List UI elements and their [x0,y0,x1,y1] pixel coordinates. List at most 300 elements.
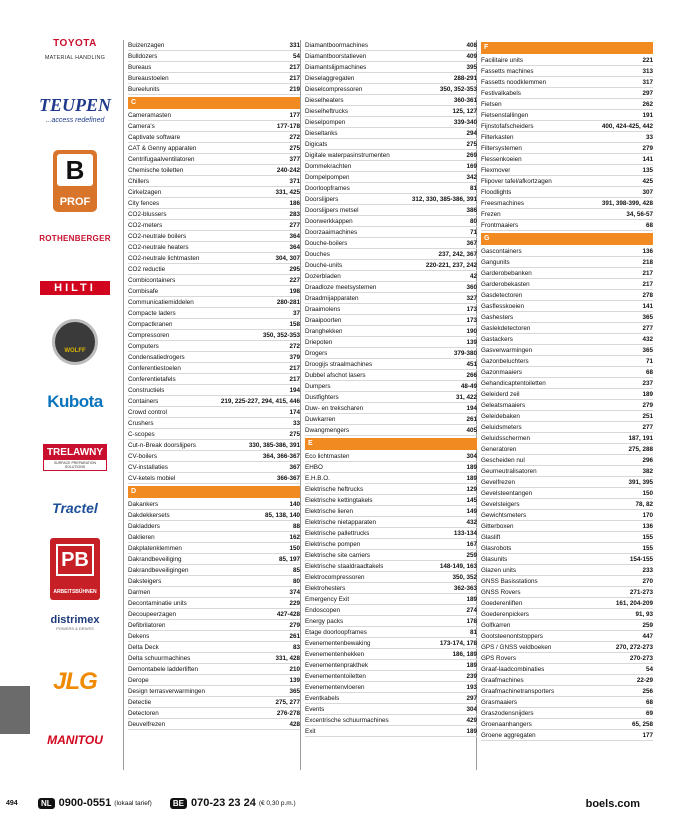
index-entry-term: Daksteigers [128,578,162,585]
index-entry-term: Dustfighters [305,394,339,401]
index-entry-term: Fassetts noodklemmen [481,79,547,86]
index-entry[interactable] [305,359,477,370]
kubota-logo-name: Kubota [47,392,103,411]
index-entry[interactable] [305,337,477,348]
index-entry-pages: 178 [466,618,477,625]
index-entry[interactable] [128,297,300,308]
index-entry[interactable] [305,260,477,271]
index-entry-pages: 150 [289,545,300,552]
index-entry[interactable] [305,62,477,73]
index-entry-term: CO2-meters [128,222,163,229]
index-entry[interactable] [305,381,477,392]
index-entry[interactable] [128,374,300,385]
index-entry[interactable] [481,121,653,132]
index-entry[interactable] [128,576,300,587]
index-entry[interactable] [128,209,300,220]
index-entry-pages: 233 [642,567,653,574]
index-entry[interactable] [481,697,653,708]
index-entry[interactable] [481,686,653,697]
index-entry[interactable] [481,154,653,165]
index-entry-pages: 186 [289,200,300,207]
index-entry-term: Goederenpickers [481,611,529,618]
index-entry-term: C-scopes [128,431,155,438]
index-entry[interactable] [128,499,300,510]
phone-note-nl: (lokaal tarief) [114,799,152,807]
phone-number-be: 070-23 23 24 [190,797,256,809]
index-entry[interactable] [305,414,477,425]
index-entry[interactable] [481,708,653,719]
index-entry-term: Compactkranen [128,321,173,328]
index-entry[interactable] [128,275,300,286]
index-entry[interactable] [305,539,477,550]
index-entry-pages: 170 [642,512,653,519]
index-entry-term: Emergency Exit [305,596,350,603]
index-entry[interactable] [128,286,300,297]
bprof-logo-letter: B [57,154,93,186]
index-entry[interactable] [481,554,653,565]
index-entry-pages: 135 [642,167,653,174]
index-entry[interactable] [481,620,653,631]
index-entry-pages: 237, 242, 367 [438,251,477,258]
index-entry-term: Gescheiden nul [481,457,525,464]
index-entry[interactable] [481,521,653,532]
index-entry[interactable] [128,462,300,473]
index-entry-pages: 81 [469,185,477,192]
index-entry-term: Diamantboormachines [305,42,368,49]
index-entry[interactable] [481,444,653,455]
index-entry[interactable] [305,462,477,473]
toyota-logo [36,38,114,61]
index-entry[interactable] [305,660,477,671]
index-entry[interactable] [305,95,477,106]
index-entry[interactable] [305,506,477,517]
index-entry-pages: 33 [292,420,300,427]
index-entry-term: Flexmover [481,167,511,174]
index-entry[interactable] [128,686,300,697]
index-entry[interactable] [305,473,477,484]
index-entry[interactable] [305,150,477,161]
website-link[interactable]: boels.com [585,798,640,810]
index-entry[interactable] [481,209,653,220]
index-entry[interactable] [481,257,653,268]
index-entry-term: Containers [128,398,159,405]
index-entry[interactable] [128,440,300,451]
index-entry-term: Events [305,706,325,713]
index-entry-pages: 317 [642,79,653,86]
index-entry[interactable] [305,715,477,726]
index-entry-pages: 186, 189 [452,651,477,658]
index-entry[interactable] [305,594,477,605]
index-entry-pages: 145 [466,497,477,504]
index-entry-term: Centrifugaalventilatoren [128,156,195,163]
index-entry[interactable] [481,220,653,231]
index-entry-pages: 365 [642,347,653,354]
index-entry[interactable] [128,154,300,165]
index-entry[interactable] [481,510,653,521]
index-entry-term: Bureelunits [128,86,160,93]
index-entry[interactable] [128,110,300,121]
index-entry-pages: 274 [466,607,477,614]
index-entry-pages: 304, 307 [275,255,300,262]
index-entry[interactable] [481,176,653,187]
index-entry[interactable] [481,642,653,653]
index-entry-term: Compressoren [128,332,170,339]
index-entry[interactable] [481,488,653,499]
index-entry[interactable] [305,227,477,238]
index-entry[interactable] [481,543,653,554]
index-entry-pages: 360-361 [453,97,477,104]
index-entry[interactable] [128,62,300,73]
index-entry-pages: 68 [645,699,653,706]
index-entry-pages: 81 [469,629,477,636]
index-entry[interactable] [305,73,477,84]
index-entry[interactable] [128,642,300,653]
index-entry[interactable] [481,477,653,488]
index-entry[interactable] [481,422,653,433]
index-entry-term: Dumpers [305,383,331,390]
index-entry[interactable] [128,532,300,543]
index-entry-term: Digitale waterpasinstrumenten [305,152,390,159]
index-entry-term: Delta Deck [128,644,159,651]
index-entry[interactable] [305,40,477,51]
index-entry[interactable] [305,161,477,172]
index-entry[interactable] [128,543,300,554]
index-entry[interactable] [128,396,300,407]
index-entry-term: Garderobebanken [481,270,532,277]
rothenberger-logo [36,234,114,243]
index-entry-pages: 141 [642,156,653,163]
index-entry[interactable] [305,484,477,495]
index-entry[interactable] [128,84,300,95]
index-entry[interactable] [128,143,300,154]
index-entry[interactable] [481,323,653,334]
index-entry[interactable] [128,664,300,675]
index-entry[interactable] [305,726,477,737]
index-entry[interactable] [481,312,653,323]
index-entry[interactable] [481,55,653,66]
index-entry[interactable] [481,730,653,741]
index-entry-pages: 391, 398-399, 428 [601,200,653,207]
index-entry-pages: 429 [466,717,477,724]
index-entry-pages: 275 [466,141,477,148]
index-entry[interactable] [305,271,477,282]
index-entry-term: Combicontainers [128,277,176,284]
index-entry[interactable] [481,400,653,411]
index-entry-pages: 409 [466,53,477,60]
index-entry-pages: 395 [466,64,477,71]
index-entry-term: Gasflesskoeien [481,303,525,310]
index-entry[interactable] [305,517,477,528]
index-entry-term: Detectoren [128,710,159,717]
index-entry[interactable] [305,704,477,715]
index-entry[interactable] [481,565,653,576]
index-entry-pages: 364, 366-367 [262,453,300,460]
index-entry[interactable] [305,51,477,62]
index-entry-term: Gazonmaaiers [481,369,522,376]
index-entry[interactable] [305,403,477,414]
index-entry-term: Captivate software [128,134,181,141]
index-entry[interactable] [305,616,477,627]
index-entry[interactable] [305,649,477,660]
index-entry-pages: 379-380 [453,350,477,357]
index-entry[interactable] [481,675,653,686]
index-entry[interactable] [481,653,653,664]
index-entry[interactable] [128,719,300,730]
index-entry-pages: 139 [289,677,300,684]
index-entry[interactable] [128,565,300,576]
index-entry-pages: 400, 424-425, 442 [601,123,653,130]
index-entry[interactable] [481,132,653,143]
index-entry[interactable] [128,473,300,484]
index-entry-term: Fijnstofafscheiders [481,123,534,130]
index-entry-term: Dakladders [128,523,160,530]
index-entry[interactable] [305,194,477,205]
index-entry-pages: 154-155 [629,556,653,563]
index-entry-term: Dakrandbeveiligingen [128,567,189,574]
index-entry[interactable] [305,495,477,506]
index-entry[interactable] [128,132,300,143]
index-entry[interactable] [128,51,300,62]
index-entry-term: Geleidebaken [481,413,520,420]
index-entry-pages: 193 [466,684,477,691]
index-entry-pages: 379 [289,354,300,361]
index-entry[interactable] [481,345,653,356]
index-entry[interactable] [128,242,300,253]
index-entry[interactable] [305,550,477,561]
index-entry[interactable] [481,110,653,121]
index-entry-term: Derope [128,677,149,684]
index-entry-pages: 80 [292,578,300,585]
index-entry[interactable] [128,429,300,440]
index-entry[interactable] [128,451,300,462]
index-entry-term: Draadloze meetsystemen [305,284,377,291]
index-entry[interactable] [305,583,477,594]
index-entry[interactable] [305,572,477,583]
index-entry-pages: 189 [466,596,477,603]
index-entry[interactable] [128,319,300,330]
index-entry-pages: 371 [289,178,300,185]
index-entry[interactable] [305,183,477,194]
index-entry-term: GPS Rovers [481,655,516,662]
index-entry-term: Facilitaire units [481,57,523,64]
index-entry[interactable] [128,187,300,198]
index-entry[interactable] [305,84,477,95]
index-entry-pages: 88 [292,523,300,530]
index-entry[interactable] [305,682,477,693]
index-entry[interactable] [128,198,300,209]
index-entry[interactable] [481,532,653,543]
index-entry[interactable] [305,392,477,403]
index-entry[interactable] [128,609,300,620]
index-entry-term: Evenementenprakthek [305,662,369,669]
index-entry[interactable] [305,638,477,649]
index-entry-pages: 279 [289,622,300,629]
index-entry-term: Deuvelfrezen [128,721,166,728]
index-entry-pages: 278 [642,292,653,299]
index-entry-term: Dakplatenklemmen [128,545,182,552]
index-entry[interactable] [305,249,477,260]
index-entry[interactable] [128,253,300,264]
index-entry[interactable] [481,334,653,345]
index-entry[interactable] [481,165,653,176]
index-entry[interactable] [305,693,477,704]
index-entry-pages: 149 [466,508,477,515]
index-entry-pages: 37 [292,310,300,317]
index-entry[interactable] [481,664,653,675]
index-entry-pages: 54 [292,53,300,60]
index-entry[interactable] [128,554,300,565]
index-entry[interactable] [128,220,300,231]
index-entry[interactable] [481,367,653,378]
index-entry[interactable] [128,620,300,631]
index-entry-term: Elektrische staaldraadtakels [305,563,384,570]
index-entry[interactable] [481,411,653,422]
index-entry[interactable] [305,370,477,381]
index-entry-pages: 427-428 [276,611,300,618]
index-entry-pages: 365 [289,688,300,695]
index-entry-term: Digicats [305,141,328,148]
index-entry-term: Conferentiestoelen [128,365,181,372]
index-entry[interactable] [481,587,653,598]
index-entry-term: Geluidsschermen [481,435,530,442]
index-entry-pages: 275 [289,431,300,438]
index-entry[interactable] [481,187,653,198]
index-entry-term: Drogers [305,350,328,357]
index-entry[interactable] [128,40,300,51]
index-entry[interactable] [128,121,300,132]
index-entry[interactable] [128,418,300,429]
index-entry-pages: 33 [645,134,653,141]
index-entry[interactable] [305,293,477,304]
index-entry[interactable] [305,117,477,128]
index-entry[interactable] [128,176,300,187]
index-entry[interactable] [481,77,653,88]
index-entry[interactable] [305,216,477,227]
index-entry-term: CO2-neutrale heaters [128,244,189,251]
index-entry-pages: 239 [466,673,477,680]
index-entry[interactable] [128,330,300,341]
index-entry-term: Demontabele ladderliften [128,666,199,673]
index-entry[interactable] [128,708,300,719]
index-entry[interactable] [128,521,300,532]
index-entry[interactable] [128,73,300,84]
index-entry[interactable] [128,341,300,352]
index-entry[interactable] [481,88,653,99]
index-entry[interactable] [305,205,477,216]
index-entry[interactable] [481,279,653,290]
index-entry-pages: 447 [642,633,653,640]
index-entry[interactable] [481,499,653,510]
index-entry[interactable] [128,675,300,686]
index-entry[interactable] [305,315,477,326]
index-entry[interactable] [481,290,653,301]
index-entry-pages: 189 [642,391,653,398]
index-entry[interactable] [481,609,653,620]
index-entry[interactable] [481,99,653,110]
index-entry-pages: 237 [642,380,653,387]
index-entry-term: Gootsteenontstoppers [481,633,543,640]
index-entry-term: CV-installaties [128,464,168,471]
index-entry-term: Graafmachinetransporters [481,688,555,695]
tractel-logo [36,500,114,516]
index-entry[interactable] [481,246,653,257]
index-entry[interactable] [128,598,300,609]
index-entry[interactable] [481,455,653,466]
index-entry-pages: 85, 138, 140 [264,512,300,519]
index-entry-pages: 277 [642,424,653,431]
index-entry-pages: 227 [289,277,300,284]
index-entry[interactable] [305,326,477,337]
index-entry[interactable] [128,407,300,418]
index-entry[interactable] [305,128,477,139]
index-entry-term: GNSS Basisstations [481,578,538,585]
index-entry[interactable] [305,172,477,183]
index-entry-term: Droogijs straalmachines [305,361,373,368]
index-entry[interactable] [305,348,477,359]
index-entry[interactable] [481,631,653,642]
index-entry[interactable] [128,385,300,396]
index-entry-term: Glazen units [481,567,517,574]
index-entry[interactable] [481,389,653,400]
index-entry[interactable] [128,352,300,363]
index-entry[interactable] [128,510,300,521]
index-entry[interactable] [481,576,653,587]
index-entry[interactable] [305,451,477,462]
index-entry[interactable] [305,561,477,572]
index-entry-pages: 173 [466,306,477,313]
index-entry[interactable] [481,301,653,312]
index-entry[interactable] [305,139,477,150]
index-entry-term: Graafmachines [481,677,524,684]
index-entry[interactable] [305,671,477,682]
index-entry[interactable] [305,282,477,293]
index-entry-pages: 187, 191 [628,435,653,442]
index-entry[interactable] [128,653,300,664]
index-entry[interactable] [305,627,477,638]
index-entry[interactable] [481,143,653,154]
index-entry[interactable] [481,466,653,477]
index-entry-pages: 382 [642,468,653,475]
index-entry[interactable] [128,165,300,176]
index-entry[interactable] [305,238,477,249]
index-entry[interactable] [128,231,300,242]
index-entry[interactable] [128,363,300,374]
index-entry-pages: 362-363 [453,585,477,592]
index-entry[interactable] [481,268,653,279]
index-entry[interactable] [305,106,477,117]
index-entry[interactable] [481,719,653,730]
index-entry[interactable] [128,697,300,708]
index-entry[interactable] [128,308,300,319]
index-entry[interactable] [481,198,653,209]
index-entry[interactable] [128,587,300,598]
index-entry[interactable] [481,378,653,389]
index-entry[interactable] [305,528,477,539]
index-entry[interactable] [481,433,653,444]
index-entry[interactable] [481,66,653,77]
index-entry[interactable] [481,598,653,609]
index-entry-pages: 31, 422 [455,394,477,401]
index-entry[interactable] [481,356,653,367]
index-entry[interactable] [128,631,300,642]
index-entry-pages: 270 [642,578,653,585]
index-entry[interactable] [305,304,477,315]
index-entry[interactable] [305,605,477,616]
index-entry[interactable] [128,264,300,275]
index-entry[interactable] [305,425,477,436]
index-entry-term: Gangunits [481,259,510,266]
index-entry-term: Doorloopframes [305,185,350,192]
